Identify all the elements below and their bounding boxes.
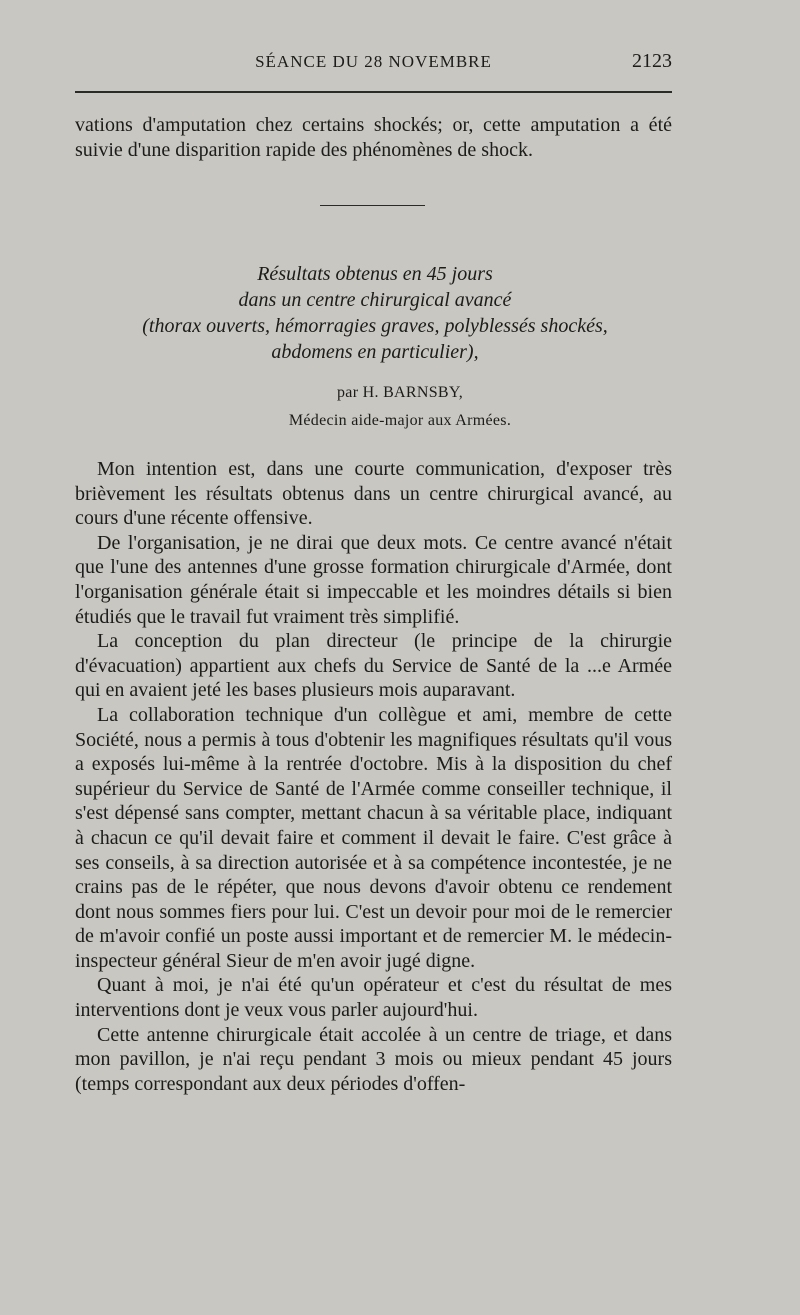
section-separator (320, 205, 425, 206)
body-paragraph: La collaboration technique d'un collègue et ami, membre de cette Société, nous a permis à tous d'obtenir les magnifiques résultats qu'il vous a exposés lui-même à la rentrée d'octobre. Mis à la disposition du chef supérieur du Service de Santé de l'Armée comme conseiller technique, il s'est dépensé sans compter, mettant chacun à sa véritable place, indiquant à chacun ce qu'il devait faire et comment il devait le faire. C'est grâce à ses conseils, à sa direction autorisée et à sa compétence incontestée, je ne crains pas de le répéter, que nous devons d'avoir obtenu ce rendement dont nous sommes fiers pour lui. C'est un devoir pour moi de le remercier de m'avoir confié un poste aussi important et de remercier M. le médecin-inspecteur général Sieur de m'en avoir jugé digne. (75, 703, 672, 972)
article-title-line: abdomens en particulier), (271, 341, 479, 363)
article-title-line: Résultats obtenus en 45 jours (257, 263, 493, 285)
body-paragraph: De l'organisation, je ne dirai que deux mots. Ce centre avancé n'était que l'une des antennes d'une grosse formation chirurgicale d'Armée, dont l'organisation générale était si impeccable et les moindres détails si bien étudiés que le travail fut vraiment très simplifié. (75, 531, 672, 628)
article-title-line: (thorax ouverts, hémorragies graves, polyblessés shockés, (142, 315, 608, 337)
body-paragraph: Quant à moi, je n'ai été qu'un opérateur et c'est du résultat de mes interventions dont je veux vous parler aujourd'hui. (75, 974, 672, 1022)
header-title: SÉANCE DU 28 NOVEMBRE (255, 52, 492, 71)
running-header (75, 50, 672, 80)
article-affiliation: Médecin aide-major aux Armées. (288, 412, 512, 429)
article-author: par H. BARNSBY, (337, 384, 463, 401)
continuation-paragraph: vations d'amputation chez certains shockés; or, cette amputation a été suivie d'une disparition rapide des phénomènes de shock. (75, 114, 672, 161)
page-number: 2123 (632, 50, 672, 72)
continuation-text (75, 113, 672, 162)
body-paragraph: La conception du plan directeur (le principe de la chirurgie d'évacuation) appartient aux chefs du Service de Santé de la ...e Armée qui en avaient jeté les bases plusieurs mois auparavant. (75, 630, 672, 702)
header-rule (75, 91, 672, 93)
article-title (95, 261, 655, 365)
body-paragraph: Cette antenne chirurgicale était accolée à un centre de triage, et dans mon pavillon, je n'ai reçu pendant 3 mois ou mieux pendant 45 jours (temps correspondant aux deux périodes d'offen- (75, 1023, 672, 1095)
article-body (75, 457, 672, 1096)
body-paragraph: Mon intention est, dans une courte communication, d'exposer très brièvement les résultats obtenus dans un centre chirurgical avancé, au cours d'une récente offensive. (75, 458, 672, 530)
article-title-line: dans un centre chirurgical avancé (238, 289, 512, 311)
